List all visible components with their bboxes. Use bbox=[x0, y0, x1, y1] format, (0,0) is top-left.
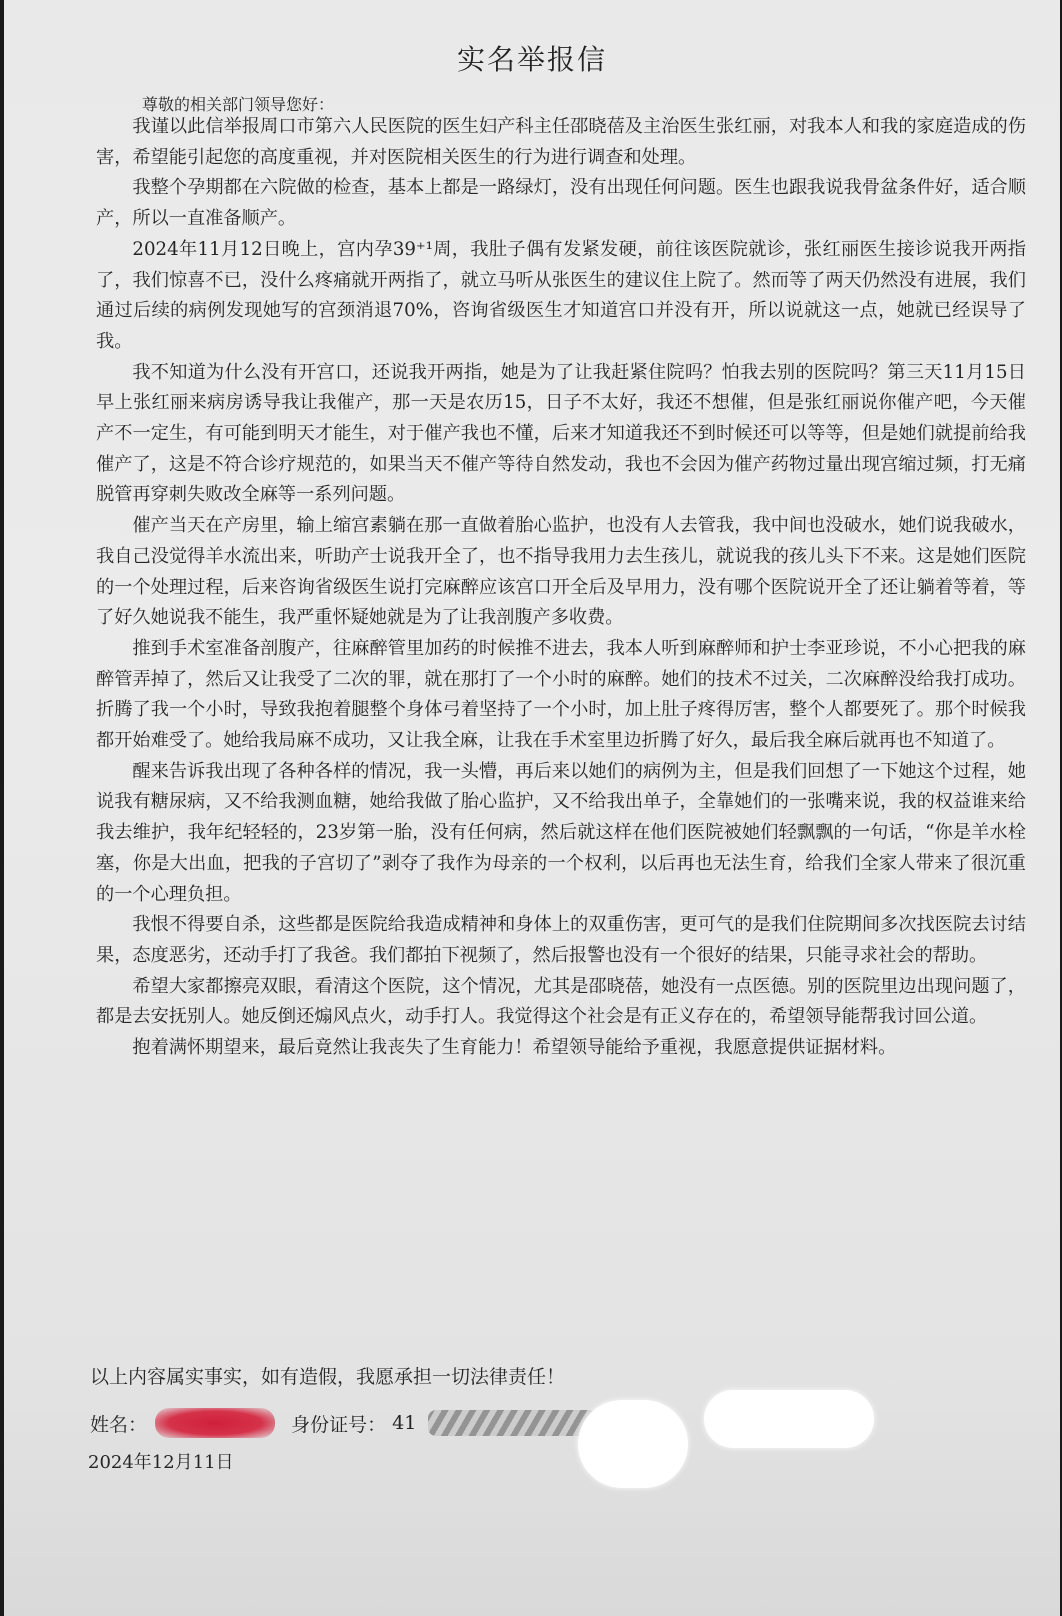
name-label: 姓名： bbox=[90, 1413, 148, 1436]
paragraph: 我谨以此信举报周口市第六人民医院的医生妇产科主任邵晓蓓及主治医生张红丽，对我本人和我的家庭造成的伤害，希望能引起您的高度重视，并对医院相关医生的行为进行调查和处理。 bbox=[96, 116, 1026, 168]
paragraph: 2024年11月12日晚上，宫内孕39⁺¹周，我肚子偶有发紧发硬，前往该医院就诊，张红丽医生接诊说我开两指了，我们惊喜不已，没什么疼痛就开两指了，就立马听从张医生的建议住上院了。然而等了两天仍然没有进展，我们通过后续的病例发现她写的宫颈消退70%，咨询省级医生才知道宫口并没有开，所以说就这一点，她就已经误导了我。 bbox=[96, 238, 1026, 352]
closing-statement: 以上内容属实事实，如有造假，我愿承担一切法律责任！ bbox=[90, 1366, 566, 1388]
letter-date: 2024年12月11日 bbox=[88, 1452, 234, 1473]
name-redaction bbox=[155, 1408, 275, 1438]
id-visible-digits: 41 bbox=[392, 1412, 417, 1434]
paragraph: 催产当天在产房里，输上缩宫素躺在那一直做着胎心监护，也没有人去管我，我中间也没破水，她们说我破水，我自己没觉得羊水流出来，听助产士说我开全了，也不指导我用力去生孩儿，就说我的孩儿头下不来。这是她们医院的一个处理过程，后来咨询省级医生说打完麻醉应该宫口开全后及早用力，没有哪个医院说开全了还让躺着等着，等了好久她说我不能生，我严重怀疑她就是为了让我剖腹产多收费。 bbox=[96, 515, 1026, 629]
id-label: 身份证号： bbox=[291, 1413, 387, 1436]
letter-page bbox=[4, 0, 1060, 1616]
paragraph: 我整个孕期都在六院做的检查，基本上都是一路绿灯，没有出现任何问题。医生也跟我说我骨盆条件好，适合顺产，所以一直准备顺产。 bbox=[96, 177, 1026, 230]
redaction-blob-id bbox=[578, 1400, 688, 1488]
salutation: 尊敬的相关部门领导您好： bbox=[142, 95, 335, 114]
paragraph: 推到手术室准备剖腹产，往麻醉管里加药的时候推不进去，我本人听到麻醉师和护士李亚珍说，不小心把我的麻醉管弄掉了，然后又让我受了二次的罪，就在那打了一个小时的麻醉。她们的技术不过关，二次麻醉没给我打成功。折腾了我一个小时，导致我抱着腿整个身体弓着坚持了一个小时，加上肚子疼得厉害，整个人都要死了。那个时候我都开始难受了。她给我局麻不成功，又让我全麻，让我在手术室里边折腾了好久，最后我全麻后就再也不知道了。 bbox=[96, 637, 1026, 752]
paragraph: 我恨不得要自杀，这些都是医院给我造成精神和身体上的双重伤害，更可气的是我们住院期间多次找医院去讨结果，态度恶劣，还动手打了我爸。我们都拍下视频了，然后报警也没有一个很好的结果，只能寻求社会的帮助。 bbox=[96, 914, 1026, 966]
id-redaction bbox=[428, 1410, 598, 1436]
paragraph: 醒来告诉我出现了各种各样的情况，我一头懵，再后来以她们的病例为主，但是我们回想了一下她这个过程，她说我有糖尿病，又不给我测血糖，她给我做了胎心监护，又不给我出单子，全靠她们的一张嘴来说，我的权益谁来给我去维护，我年纪轻轻的，23岁第一胎，没有任何病，然后就这样在他们医院被她们轻飘飘的一句话，“你是羊水栓塞，你是大出血，把我的子宫切了”剥夺了我作为母亲的一个权利，以后再也无法生育，给我们全家人带来了很沉重的一个心理负担。 bbox=[96, 760, 1026, 905]
redaction-blob-phone bbox=[704, 1390, 874, 1448]
letter-body bbox=[96, 112, 1026, 1064]
paragraph: 希望大家都擦亮双眼，看清这个医院，这个情况，尤其是邵晓蓓，她没有一点医德。别的医院里边出现问题了，都是去安抚别人。她反倒还煽风点火，动手打人。我觉得这个社会是有正义存在的，希望领导能帮我讨回公道。 bbox=[96, 975, 1026, 1028]
paragraph: 我不知道为什么没有开宫口，还说我开两指，她是为了让我赶紧住院吗？怕我去别的医院吗？第三天11月15日早上张红丽来病房诱导我让我催产，那一天是农历15，日子不太好，我还不想催，但是张红丽说你催产吧，今天催产不一定生，有可能到明天才能生，对于催产我也不懂，后来才知道我还不到时候还可以等等，但是她们就提前给我催产了，这是不符合诊疗规范的，如果当天不催产等待自然发动，我也不会因为催产药物过量出现宫缩过频，打无痛脱管再穿刺失败改全麻等一系列问题。 bbox=[96, 361, 1026, 506]
paragraph: 抱着满怀期望来，最后竟然让我丧失了生育能力！希望领导能给予重视，我愿意提供证据材料。 bbox=[132, 1037, 897, 1059]
document-title: 实名举报信 bbox=[456, 43, 607, 76]
